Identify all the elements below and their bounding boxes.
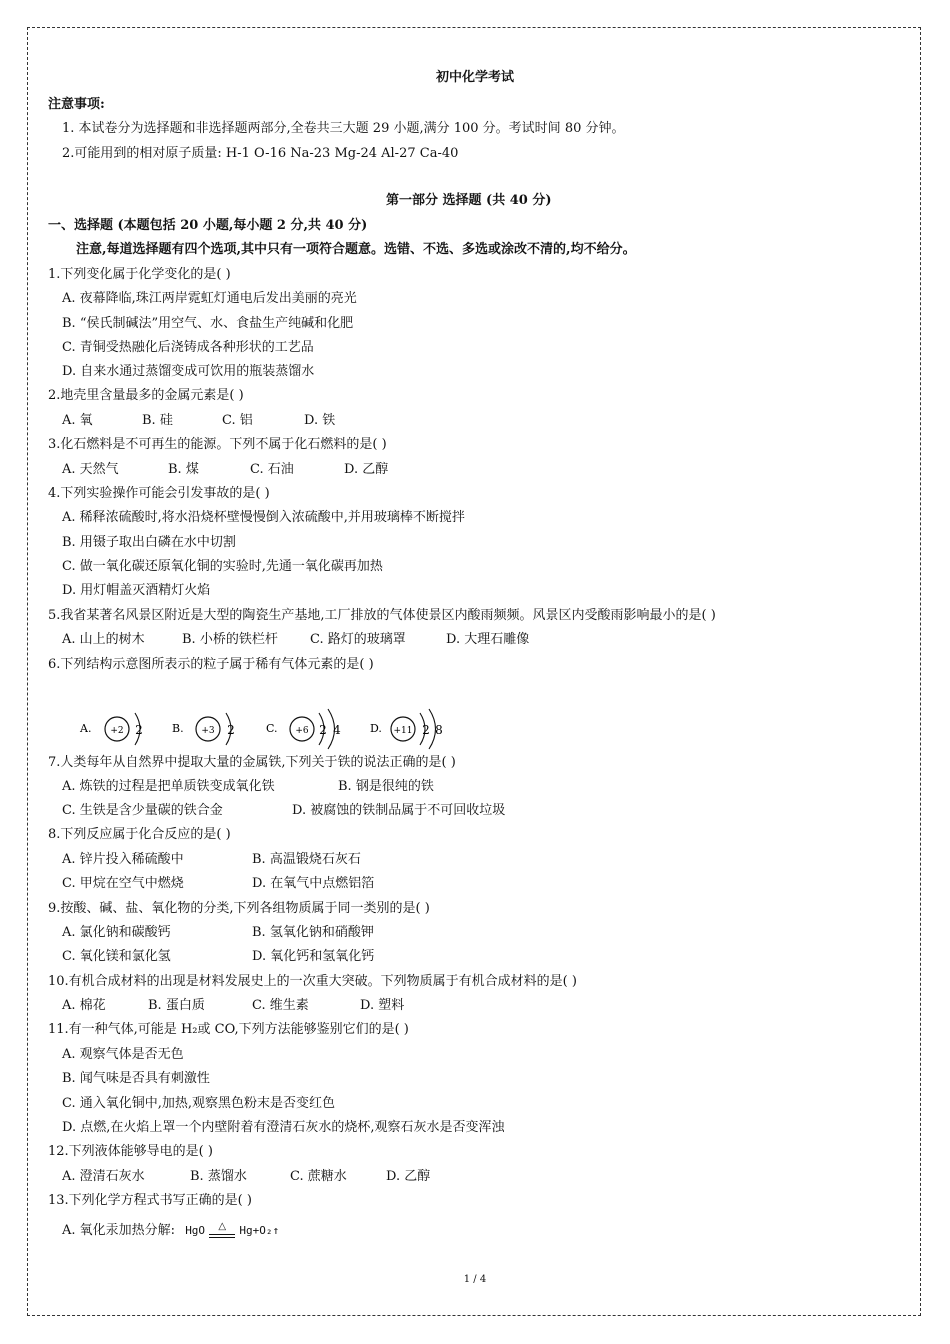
atom-c-label: C. [266,722,278,735]
question-5: 5.我省某著名风景区附近是大型的陶瓷生产基地,工厂排放的气体使景区内酸雨频频。风景区内受酸雨影响最小的是( ) [48,608,716,623]
question-3: 3.化石燃料是不可再生的能源。下列不属于化石燃料的是( ) [48,437,387,452]
reaction-condition-mark [209,1223,235,1239]
atom-a-electrons-1: 2 [135,723,143,737]
question-10: 10.有机合成材料的出现是材料发展史上的一次重大突破。下列物质属于有机合成材料的是( ) [48,974,577,989]
atom-b-nucleus-charge: +3 [201,726,215,736]
q12-option-b: B. 蒸馏水 [190,1169,247,1184]
note-1: 1. 本试卷分为选择题和非选择题两部分,全卷共三大题 29 小题,满分 100 分。考试时间 80 分钟。 [62,121,625,136]
q3-option-b: B. 煤 [168,462,199,477]
q3-option-d: D. 乙醇 [344,462,389,477]
atom-d-electrons-1: 2 [422,723,430,737]
q2-option-c: C. 铝 [222,413,253,428]
section-heading: 一、选择题 (本题包括 20 小题,每小题 2 分,共 40 分) [48,218,368,233]
atom-d-electrons-2: 8 [435,723,443,737]
q2-option-b: B. 硅 [142,413,173,428]
q5-option-c: C. 路灯的玻璃罩 [310,632,406,647]
exam-title: 初中化学考试 [435,70,514,85]
question-9: 9.按酸、碱、盐、氧化物的分类,下列各组物质属于同一类别的是( ) [48,901,430,916]
q13-reactant: HgO [185,1224,206,1237]
atom-structure-diagrams [0,704,950,752]
q1-option-a: A. 夜幕降临,珠江两岸霓虹灯通电后发出美丽的亮光 [62,291,357,306]
q11-option-c: C. 通入氧化铜中,加热,观察黑色粉末是否变红色 [62,1096,336,1111]
q1-option-c: C. 青铜受热融化后浇铸成各种形状的工艺品 [62,340,314,355]
question-4: 4.下列实验操作可能会引发事故的是( ) [48,486,270,501]
q11-option-b: B. 闻气味是否具有刺激性 [62,1071,210,1086]
q10-option-a: A. 棉花 [62,998,106,1013]
question-13: 13.下列化学方程式书写正确的是( ) [48,1193,252,1208]
atom-b-label: B. [172,722,184,735]
q5-option-a: A. 山上的树木 [62,632,145,647]
q12-option-d: D. 乙醇 [386,1169,431,1184]
q4-option-d: D. 用灯帽盖灭酒精灯火焰 [62,583,211,598]
q10-option-b: B. 蛋白质 [148,998,205,1013]
q12-option-a: A. 澄清石灰水 [62,1169,145,1184]
q7-option-c: C. 生铁是含少量碳的铁合金 [62,803,223,818]
question-7: 7.人类每年从自然界中提取大量的金属铁,下列关于铁的说法正确的是( ) [48,755,456,770]
question-8: 8.下列反应属于化合反应的是( ) [48,827,231,842]
atom-d-label: D. [370,722,382,735]
atom-a-label: A. [80,722,92,735]
q4-option-c: C. 做一氧化碳还原氧化铜的实验时,先通一氧化碳再加热 [62,559,383,574]
q13-products: Hg+O₂↑ [239,1224,280,1237]
note-2: 2.可能用到的相对原子质量: H-1 O-16 Na-23 Mg-24 Al-27 Ca-40 [62,146,459,161]
q3-option-c: C. 石油 [250,462,294,477]
q10-option-d: D. 塑料 [360,998,405,1013]
atom-d-nucleus-charge: +11 [393,726,413,736]
q9-option-c: C. 氧化镁和氯化氢 [62,949,171,964]
q8-option-a: A. 锌片投入稀硫酸中 [62,852,184,867]
question-12: 12.下列液体能够导电的是( ) [48,1144,213,1159]
q4-option-b: B. 用镊子取出白磷在水中切割 [62,535,236,550]
atom-a-nucleus-charge: +2 [110,726,124,736]
question-6: 6.下列结构示意图所表示的粒子属于稀有气体元素的是( ) [48,657,374,672]
q13-option-a [62,1223,279,1239]
q2-option-a: A. 氧 [62,413,93,428]
q13-option-a-prefix: A. 氧化汞加热分解: [62,1223,176,1238]
q9-option-a: A. 氯化钠和碳酸钙 [62,925,171,940]
q12-option-c: C. 蔗糖水 [290,1169,347,1184]
q5-option-b: B. 小桥的铁栏杆 [182,632,278,647]
q11-option-a: A. 观察气体是否无色 [62,1047,184,1062]
q3-option-a: A. 天然气 [62,462,119,477]
atom-c-nucleus-charge: +6 [295,726,309,736]
q4-option-a: A. 稀释浓硫酸时,将水沿烧杯壁慢慢倒入浓硫酸中,并用玻璃棒不断搅拌 [62,510,465,525]
q1-option-d: D. 自来水通过蒸馏变成可饮用的瓶装蒸馏水 [62,364,315,379]
question-2: 2.地壳里含量最多的金属元素是( ) [48,388,244,403]
heat-triangle-icon: △ [218,1221,227,1232]
q9-option-d: D. 氧化钙和氢氧化钙 [252,949,375,964]
q5-option-d: D. 大理石雕像 [446,632,530,647]
part1-title: 第一部分 选择题 (共 40 分) [386,193,552,208]
atom-c-electrons-2: 4 [333,723,341,737]
page-number: 1 / 4 [463,1274,487,1285]
q8-option-d: D. 在氧气中点燃铝箔 [252,876,375,891]
q11-option-d: D. 点燃,在火焰上罩一个内壁附着有澄清石灰水的烧杯,观察石灰水是否变浑浊 [62,1120,505,1135]
q7-option-d: D. 被腐蚀的铁制品属于不可回收垃圾 [292,803,506,818]
q2-option-d: D. 铁 [304,413,336,428]
question-11: 11.有一种气体,可能是 H₂或 CO,下列方法能够鉴别它们的是( ) [48,1022,409,1037]
q10-option-c: C. 维生素 [252,998,309,1013]
q8-option-b: B. 高温锻烧石灰石 [252,852,361,867]
question-1: 1.下列变化属于化学变化的是( ) [48,267,231,282]
notes-heading: 注意事项: [48,97,105,112]
q9-option-b: B. 氢氧化钠和硝酸钾 [252,925,374,940]
section-instruction: 注意,每道选择题有四个选项,其中只有一项符合题意。选错、不选、多选或涂改不清的,均不给分。 [76,242,636,257]
q7-option-b: B. 钢是很纯的铁 [338,779,434,794]
atom-c-electrons-1: 2 [319,723,327,737]
atom-b-electrons-1: 2 [227,723,235,737]
q8-option-c: C. 甲烷在空气中燃烧 [62,876,184,891]
q7-option-a: A. 炼铁的过程是把单质铁变成氧化铁 [62,779,275,794]
q1-option-b: B. “侯氏制碱法”用空气、水、食盐生产纯碱和化肥 [62,316,354,331]
